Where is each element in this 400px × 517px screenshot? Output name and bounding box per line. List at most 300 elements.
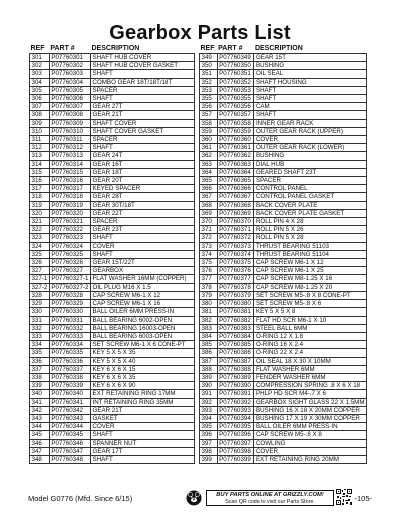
ref-cell: 390	[200, 382, 218, 390]
table-row	[200, 373, 367, 381]
ref-cell: 309	[30, 119, 50, 127]
description-cell: FLAT WASHER 6MM	[254, 365, 367, 373]
ref-cell: 323	[30, 234, 50, 242]
table-row	[200, 275, 367, 283]
ref-cell: 318	[30, 193, 50, 201]
ref-cell: 389	[200, 373, 218, 381]
part-number-cell: P07760388	[217, 365, 254, 373]
part-number-cell: P07760332	[49, 324, 90, 332]
ref-cell: 320	[30, 209, 50, 217]
description-cell: CAP SCREW M6-1 X 25	[254, 267, 367, 275]
ref-cell: 330	[30, 308, 50, 316]
description-cell: GEARBOX SIGHT GLASS 22 X 1.5MM	[255, 398, 365, 406]
part-number-cell: P07760305	[49, 86, 90, 94]
part-number-cell: P07760386	[217, 349, 254, 357]
table-row	[30, 185, 195, 193]
description-cell: CONTROL PANEL GASKET	[254, 193, 367, 201]
description-cell: O-RING 12 X 1.8	[254, 332, 367, 340]
part-number-cell: P07760371	[217, 226, 254, 234]
table-row	[30, 390, 195, 398]
part-number-cell: P07760325	[49, 250, 90, 258]
part-number-cell: P07760317	[49, 185, 90, 193]
table-row	[200, 160, 367, 168]
ref-cell: 384	[200, 332, 218, 340]
ref-cell: 326	[30, 259, 50, 267]
ref-cell: 380	[200, 300, 218, 308]
ref-cell: 359	[200, 127, 218, 135]
ref-cell: 386	[200, 349, 218, 357]
part-number-cell: P07760319	[49, 201, 90, 209]
description-cell: INNER GEAR RACK	[254, 119, 367, 127]
description-cell: GEARBOX	[91, 267, 195, 275]
part-number-cell: P07760336	[49, 357, 90, 365]
description-header: DESCRIPTION	[91, 45, 140, 52]
ref-cell: 304	[30, 78, 50, 86]
description-cell: SHAFT	[91, 455, 195, 463]
part-number-cell: P07760321	[49, 218, 90, 226]
ref-cell: 327	[30, 267, 50, 275]
ref-cell: 379	[200, 291, 218, 299]
table-row	[200, 455, 367, 463]
part-number-cell: P07760301	[49, 54, 90, 62]
table-row	[200, 250, 367, 258]
ref-cell: 343	[30, 414, 50, 422]
part-number-cell: P07760377	[217, 275, 254, 283]
table-row	[200, 136, 367, 144]
ref-cell: 364	[200, 168, 218, 176]
description-cell: SHAFT	[254, 95, 367, 103]
ref-cell: 321	[30, 218, 50, 226]
table-row	[200, 168, 367, 176]
description-cell: FLAT HD SCR M6-1 X 10	[254, 316, 367, 324]
description-cell: OIL SEAL	[254, 70, 367, 78]
table-row	[30, 357, 195, 365]
description-cell: COMPRESSION SPRING .8 X 6 X 18	[254, 382, 367, 390]
part-number-cell: P07760307	[49, 103, 90, 111]
table-row	[200, 201, 367, 209]
part-number-cell: P07760315	[49, 168, 90, 176]
ref-cell: 314	[30, 160, 50, 168]
ref-cell: 345	[30, 431, 50, 439]
ref-cell: 388	[200, 365, 218, 373]
part-number-cell: P07760364	[217, 168, 254, 176]
description-cell: BALL BEARING 6003-OPEN	[91, 332, 195, 340]
ref-cell: 335	[30, 349, 50, 357]
ref-cell: 313	[30, 152, 50, 160]
description-cell: O-RING 22 X 2.4	[254, 349, 367, 357]
table-row	[30, 259, 195, 267]
part-number-cell: P07760382	[217, 316, 254, 324]
description-cell: COVER	[254, 447, 367, 455]
ref-cell: 377	[200, 275, 218, 283]
table-row	[200, 226, 367, 234]
table-row	[30, 300, 195, 308]
description-cell: FENDER WASHER 6MM	[254, 373, 367, 381]
part-number-cell: P07760342	[49, 406, 90, 414]
part-number-cell: P07760378	[217, 283, 254, 291]
part-number-cell: P07760370	[217, 218, 254, 226]
ref-cell: 336	[30, 357, 50, 365]
promo-headline: BUY PARTS ONLINE AT GRIZZLY.COM!	[216, 492, 324, 498]
parts-table-body	[30, 54, 195, 464]
part-number-cell: P07760369	[217, 209, 254, 217]
description-cell: SHAFT	[254, 86, 367, 94]
description-cell: FLAT WASHER 16MM (COPPER)	[91, 275, 195, 283]
part-number-cell: P07760379	[217, 291, 254, 299]
table-row	[30, 218, 195, 226]
parts-table-body	[200, 54, 367, 464]
ref-cell: 378	[200, 283, 218, 291]
table-row	[200, 144, 367, 152]
part-number-cell: P07760395	[217, 423, 254, 431]
part-number-cell: P07760326	[49, 259, 90, 267]
ref-cell: 381	[200, 308, 218, 316]
table-row	[30, 160, 195, 168]
description-cell: BALL BEARING 6002-OPEN	[91, 316, 195, 324]
ref-cell: 387	[200, 357, 218, 365]
part-number-cell: P07760331	[49, 316, 90, 324]
table-row	[30, 373, 195, 381]
table-row	[30, 226, 195, 234]
table-row	[200, 62, 367, 70]
part-number-cell: P07760390	[217, 382, 254, 390]
table-row	[30, 455, 195, 463]
part-number-cell: P07760335	[49, 349, 90, 357]
part-number-cell: P07760327-2	[51, 283, 89, 291]
table-row	[30, 119, 195, 127]
part-number-cell: P07760357	[217, 111, 254, 119]
ref-cell: 324	[30, 242, 50, 250]
ref-cell: 352	[200, 78, 218, 86]
description-cell: EXT RETAINING RING 20MM	[254, 455, 367, 463]
part-number-cell: P07760337	[49, 365, 90, 373]
part-number-cell: P07760308	[49, 111, 90, 119]
description-cell: CAP SCREW M6-1 X 12	[91, 291, 195, 299]
description-cell: GEAR 15T	[254, 54, 367, 62]
description-cell: KEY 6 X 6 X 90	[91, 382, 195, 390]
table-row	[200, 423, 367, 431]
description-cell: CAM	[254, 103, 367, 111]
ref-cell: 332	[30, 324, 50, 332]
table-row	[200, 382, 367, 390]
part-number-cell: P07760330	[49, 308, 90, 316]
ref-cell: 344	[30, 423, 50, 431]
table-row	[200, 119, 367, 127]
ref-cell: 302	[30, 62, 50, 70]
parts-table-left	[29, 45, 195, 464]
description-cell: CAP SCREW M5-.8 X 8	[254, 431, 367, 439]
ref-cell: 327-2	[31, 283, 48, 291]
table-row	[200, 341, 367, 349]
description-cell: GEAR 20T	[91, 177, 195, 185]
part-number-cell: P07760397	[217, 439, 254, 447]
description-cell: COVER	[91, 423, 195, 431]
table-row	[200, 95, 367, 103]
table-row	[30, 103, 195, 111]
ref-cell: 358	[200, 119, 218, 127]
ref-cell: 325	[30, 250, 50, 258]
ref-cell: 385	[200, 341, 218, 349]
ref-cell: 312	[30, 144, 50, 152]
table-row	[30, 423, 195, 431]
description-cell: SHAFT	[91, 234, 195, 242]
model-label: Model G0776 (Mfd. Since 6/15)	[28, 494, 133, 503]
part-number-cell: P07760355	[217, 95, 254, 103]
table-row	[200, 177, 367, 185]
part-number-cell: P07760393	[217, 406, 254, 414]
ref-cell: 395	[200, 423, 218, 431]
description-cell: CAP SCREW M8-1.25 X 16	[254, 275, 367, 283]
table-row	[200, 357, 367, 365]
description-cell: KEY 5 X 5 X 40	[91, 357, 195, 365]
description-cell: GASKET	[91, 414, 195, 422]
description-cell: GEAR 16T	[91, 160, 195, 168]
ref-cell: 392	[200, 398, 218, 406]
description-cell: PHLP HD SCR M4-.7 X 6	[254, 390, 367, 398]
description-cell: BALL OILER 6MM PRESS-IN	[254, 423, 367, 431]
ref-cell: 317	[30, 185, 50, 193]
part-number-cell: P07760353	[217, 86, 254, 94]
description-cell: BACK COVER PLATE GASKET	[254, 209, 367, 217]
table-row	[30, 283, 195, 291]
description-cell: GEAR 30T/18T	[91, 201, 195, 209]
part-number-cell: P07760365	[217, 177, 254, 185]
description-cell: INT RETAINING RING 35MM	[91, 398, 195, 406]
part-number-cell: P07760334	[49, 341, 90, 349]
table-row	[30, 242, 195, 250]
part-number-cell: P07760376	[217, 267, 254, 275]
description-cell: SHAFT	[91, 95, 195, 103]
ref-cell: 333	[30, 332, 50, 340]
description-cell: BUSHING 16 X 18 X 20MM COPPER	[254, 406, 367, 414]
part-number-cell: P07760375	[217, 259, 254, 267]
table-row	[30, 398, 195, 406]
part-number-cell: P07760322	[49, 226, 90, 234]
ref-cell: 360	[200, 136, 218, 144]
description-cell: SPACER	[91, 136, 195, 144]
ref-cell: 398	[200, 447, 218, 455]
part-number-cell: P07760387	[217, 357, 254, 365]
table-row	[200, 291, 367, 299]
ref-cell: 369	[200, 209, 218, 217]
ref-cell: 306	[30, 95, 50, 103]
qr-code-icon[interactable]	[336, 489, 352, 505]
ref-cell: 383	[200, 324, 218, 332]
table-row	[30, 406, 195, 414]
part-number-cell: P07760327	[49, 267, 90, 275]
page-footer	[28, 488, 372, 510]
ref-cell: 371	[200, 226, 218, 234]
part-number-cell: P07760328	[49, 291, 90, 299]
part-number-cell: P07760312	[49, 144, 90, 152]
ref-cell: 357	[200, 111, 218, 119]
table-row	[30, 168, 195, 176]
description-cell: SPANNER NUT	[91, 439, 195, 447]
description-cell: ROLL PIN 4 X 28	[254, 218, 367, 226]
table-row	[30, 193, 195, 201]
description-cell: SET SCREW M6-1 X 6 CONE-PT	[91, 341, 195, 349]
part-number-cell: P07760333	[49, 332, 90, 340]
part-number-cell: P07760327-1	[51, 275, 89, 283]
part-number-cell: P07760351	[217, 70, 254, 78]
table-row	[200, 300, 367, 308]
part-number-cell: P07760329	[49, 300, 90, 308]
table-row	[200, 111, 367, 119]
description-cell: GEAR 22T	[91, 209, 195, 217]
description-cell: BACK COVER PLATE	[254, 201, 367, 209]
description-cell: SET SCREW M5-.8 X 6	[254, 300, 367, 308]
ref-cell: 393	[200, 406, 218, 414]
part-number-cell: P07760309	[49, 119, 90, 127]
description-cell: GEAR 24T	[91, 152, 195, 160]
table-row	[30, 86, 195, 94]
part-number-cell: P07760323	[49, 234, 90, 242]
ref-cell: 342	[30, 406, 50, 414]
table-row	[30, 250, 195, 258]
parts-table-right	[199, 45, 367, 464]
part-header: PART #	[218, 45, 243, 52]
part-number-cell: P07760389	[217, 373, 254, 381]
description-cell: OIL PLUG M16 X 1.5	[91, 283, 195, 291]
description-cell: KEY 6 X 6 X 15	[91, 365, 195, 373]
table-row	[200, 152, 367, 160]
ref-cell: 349	[200, 54, 218, 62]
part-number-cell: P07760314	[49, 160, 90, 168]
ref-header: REF	[200, 45, 215, 52]
part-number-cell: P07760320	[49, 209, 90, 217]
part-number-cell: P07760391	[217, 390, 254, 398]
table-row	[200, 283, 367, 291]
table-row	[30, 275, 195, 283]
description-cell: KEYED SPACER	[91, 185, 195, 193]
ref-cell: 374	[200, 250, 218, 258]
ref-cell: 353	[200, 86, 218, 94]
part-number-cell: P07760360	[217, 136, 254, 144]
table-row	[200, 70, 367, 78]
part-number-cell: P07760363	[217, 160, 254, 168]
table-row	[30, 316, 195, 324]
table-row	[200, 414, 367, 422]
ref-cell: 399	[200, 455, 218, 463]
ref-cell: 366	[200, 185, 218, 193]
table-row	[200, 324, 367, 332]
table-row	[200, 193, 367, 201]
description-cell: OIL SEAL 18 X 30 X 10MM	[254, 357, 367, 365]
part-number-cell: P07760380	[217, 300, 254, 308]
description-cell: SHAFT HUB COVER	[91, 54, 195, 62]
ref-cell: 351	[200, 70, 218, 78]
table-row	[200, 127, 367, 135]
table-row	[200, 78, 367, 86]
table-row	[30, 111, 195, 119]
part-number-cell: P07760362	[217, 152, 254, 160]
part-number-cell: P07760343	[49, 414, 90, 422]
table-row	[200, 86, 367, 94]
description-cell: COVER	[254, 136, 367, 144]
description-cell: SPACER	[91, 218, 195, 226]
table-header-row	[30, 45, 195, 54]
ref-cell: 316	[30, 177, 50, 185]
ref-cell: 365	[200, 177, 218, 185]
page-number: -105-	[354, 494, 372, 503]
part-number-cell: P07760348	[49, 455, 90, 463]
part-number-cell: P07760339	[49, 382, 90, 390]
table-row	[200, 365, 367, 373]
part-number-cell: P07760306	[49, 95, 90, 103]
table-row	[200, 316, 367, 324]
table-row	[200, 259, 367, 267]
table-row	[30, 62, 195, 70]
ref-cell: 338	[30, 373, 50, 381]
part-number-cell: P07760372	[217, 234, 254, 242]
description-cell: KEY 6 X 6 X 35	[91, 373, 195, 381]
table-row	[200, 332, 367, 340]
part-number-cell: P07760384	[217, 332, 254, 340]
part-number-cell: P07760347	[49, 447, 90, 455]
description-cell: SHAFT HOUSING	[254, 78, 367, 86]
part-number-cell: P07760368	[217, 201, 254, 209]
description-cell: OUTER GEAR RACK (LOWER)	[254, 144, 367, 152]
ref-cell: 327-1	[31, 275, 48, 283]
table-row	[30, 349, 195, 357]
description-header: DESCRIPTION	[254, 45, 303, 52]
description-cell: SHAFT	[91, 70, 195, 78]
ref-cell: 305	[30, 86, 50, 94]
part-number-cell: P07760303	[49, 70, 90, 78]
description-cell: KEY 5 X 5 X 8	[254, 308, 367, 316]
part-number-cell: P07760345	[49, 431, 90, 439]
description-cell: SHAFT	[91, 144, 195, 152]
description-cell: THRUST BEARING 51103	[254, 242, 367, 250]
table-row	[200, 103, 367, 111]
part-number-cell: P07760396	[217, 431, 254, 439]
parts-store-promo[interactable]	[206, 490, 334, 506]
ref-cell: 373	[200, 242, 218, 250]
ref-cell: 368	[200, 201, 218, 209]
part-number-cell: P07760373	[217, 242, 254, 250]
table-row	[30, 291, 195, 299]
description-cell: BALL BEARING 16003-OPEN	[91, 324, 195, 332]
table-row	[30, 144, 195, 152]
ref-cell: 301	[30, 54, 50, 62]
ref-cell: 367	[200, 193, 218, 201]
ref-cell: 375	[200, 259, 218, 267]
part-number-cell: P07760385	[217, 341, 254, 349]
part-number-cell: P07760311	[49, 136, 90, 144]
ref-cell: 361	[200, 144, 218, 152]
part-number-cell: P07760367	[217, 193, 254, 201]
table-row	[200, 234, 367, 242]
part-number-cell: P07760304	[49, 78, 90, 86]
ref-cell: 319	[30, 201, 50, 209]
description-cell: GEAR 21T	[91, 406, 195, 414]
part-number-cell: P07760383	[217, 324, 254, 332]
description-cell: GEAR 15T/22T	[91, 259, 195, 267]
ref-cell: 310	[30, 127, 50, 135]
ref-cell: 355	[200, 95, 218, 103]
part-number-cell: P07760356	[217, 103, 254, 111]
ref-cell: 382	[200, 316, 218, 324]
table-row	[30, 127, 195, 135]
promo-subtext: Scan QR code to visit our Parts Store.	[225, 499, 315, 505]
ref-cell: 348	[30, 455, 50, 463]
description-cell: SHAFT	[91, 431, 195, 439]
table-row	[30, 78, 195, 86]
description-cell: BALL OILER 6MM PRESS-IN	[91, 308, 195, 316]
description-cell: GEAR 23T	[91, 226, 195, 234]
table-row	[200, 242, 367, 250]
part-number-cell: P07760394	[217, 414, 254, 422]
